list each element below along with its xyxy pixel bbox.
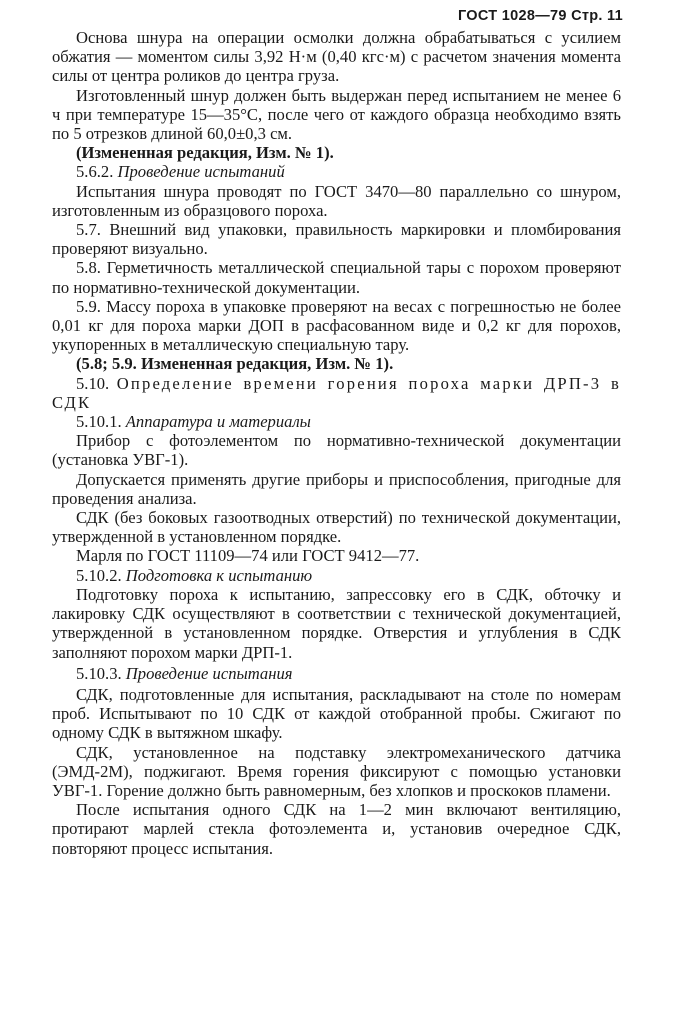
section-title: Определение времени горения пороха марки ДРП-3 в СДК bbox=[52, 373, 621, 412]
document-body bbox=[52, 28, 621, 858]
amendment-note: (5.8; 5.9. Измененная редакция, Изм. № 1). bbox=[76, 354, 394, 374]
paragraph: Марля по ГОСТ 11109—74 или ГОСТ 9412—77. bbox=[76, 546, 420, 566]
section-heading bbox=[52, 374, 621, 412]
paragraph: Подготовку пороха к испытанию, запрессовку его в СДК, обточку и лакировку СДК осуществляют в соответствии с технической документацией, утвержденной в установленном порядке. Отверстия и углубления в СДК заполняют порохом марки ДРП-1. bbox=[52, 584, 621, 662]
section-heading bbox=[52, 162, 621, 181]
paragraph: После испытания одного СДК на 1—2 мин включают вентиляцию, протирают марлей стекла фотоэлемента и, установив очередное СДК, повторяют процесс испытания. bbox=[52, 800, 621, 858]
paragraph: 5.8. Герметичность металлической специальной тары с порохом проверяют по нормативно-технической документации. bbox=[52, 258, 621, 297]
paragraph: 5.9. Массу пороха в упаковке проверяют на весах с погрешностью не более 0,01 кг для пороха марки ДОП в расфасованном виде и 0,2 кг для порохов, укупоренных в металлическую специальную тару. bbox=[52, 296, 621, 355]
page-header: ГОСТ 1028—79 Стр. 11 bbox=[457, 8, 623, 24]
section-heading bbox=[52, 412, 621, 431]
section-title: Проведение испытания bbox=[125, 663, 293, 683]
section-title: Проведение испытаний bbox=[117, 162, 285, 182]
amendment-note: (Измененная редакция, Изм. № 1). bbox=[76, 143, 334, 163]
section-number: 5.10.1. bbox=[76, 412, 122, 432]
section-title: Аппаратура и материалы bbox=[125, 412, 311, 432]
paragraph: 5.7. Внешний вид упаковки, правильность маркировки и пломбирования проверяют визуально. bbox=[52, 220, 621, 259]
paragraph: Испытания шнура проводят по ГОСТ 3470—80 параллельно со шнуром, изготовленным из образцового пороха. bbox=[52, 181, 621, 220]
paragraph: Изготовленный шнур должен быть выдержан перед испытанием не менее 6 ч при температуре 15—35°С, после чего от каждого образца необходимо взять по 5 отрезков длиной 60,0±0,3 см. bbox=[52, 85, 621, 144]
section-number: 5.10.2. bbox=[76, 565, 122, 585]
paragraph: Основа шнура на операции осмолки должна обрабатываться с усилием обжатия — моментом силы 3,92 Н·м (0,40 кгс·м) с расчетом значения момента силы от центра роликов до центра груза. bbox=[52, 28, 621, 86]
section-heading bbox=[52, 664, 621, 683]
paragraph: СДК, установленное на подставку электромеханического датчика (ЭМД-2М), поджигают. Время горения фиксируют с помощью установки УВГ-1. Горение должно быть равномерным, без хлопков и проскоков пламени. bbox=[52, 742, 621, 800]
paragraph: СДК, подготовленные для испытания, раскладывают на столе по номерам проб. Испытывают по 10 СДК от каждой отобранной пробы. Сжигают по одному СДК в вытяжном шкафу. bbox=[52, 684, 621, 743]
section-heading bbox=[52, 566, 621, 585]
section-title: Подготовка к испытанию bbox=[125, 565, 313, 585]
paragraph: Допускается применять другие приборы и приспособления, пригодные для проведения анализа. bbox=[52, 469, 621, 508]
paragraph: Прибор с фотоэлементом по нормативно-технической документации (установка УВГ-1). bbox=[52, 431, 621, 470]
section-number: 5.10.3. bbox=[76, 663, 122, 683]
paragraph: СДК (без боковых газоотводных отверстий) по технической документации, утвержденной в установленном порядке. bbox=[52, 508, 621, 547]
section-number: 5.6.2. bbox=[76, 162, 114, 182]
section-number: 5.10. bbox=[76, 373, 110, 393]
